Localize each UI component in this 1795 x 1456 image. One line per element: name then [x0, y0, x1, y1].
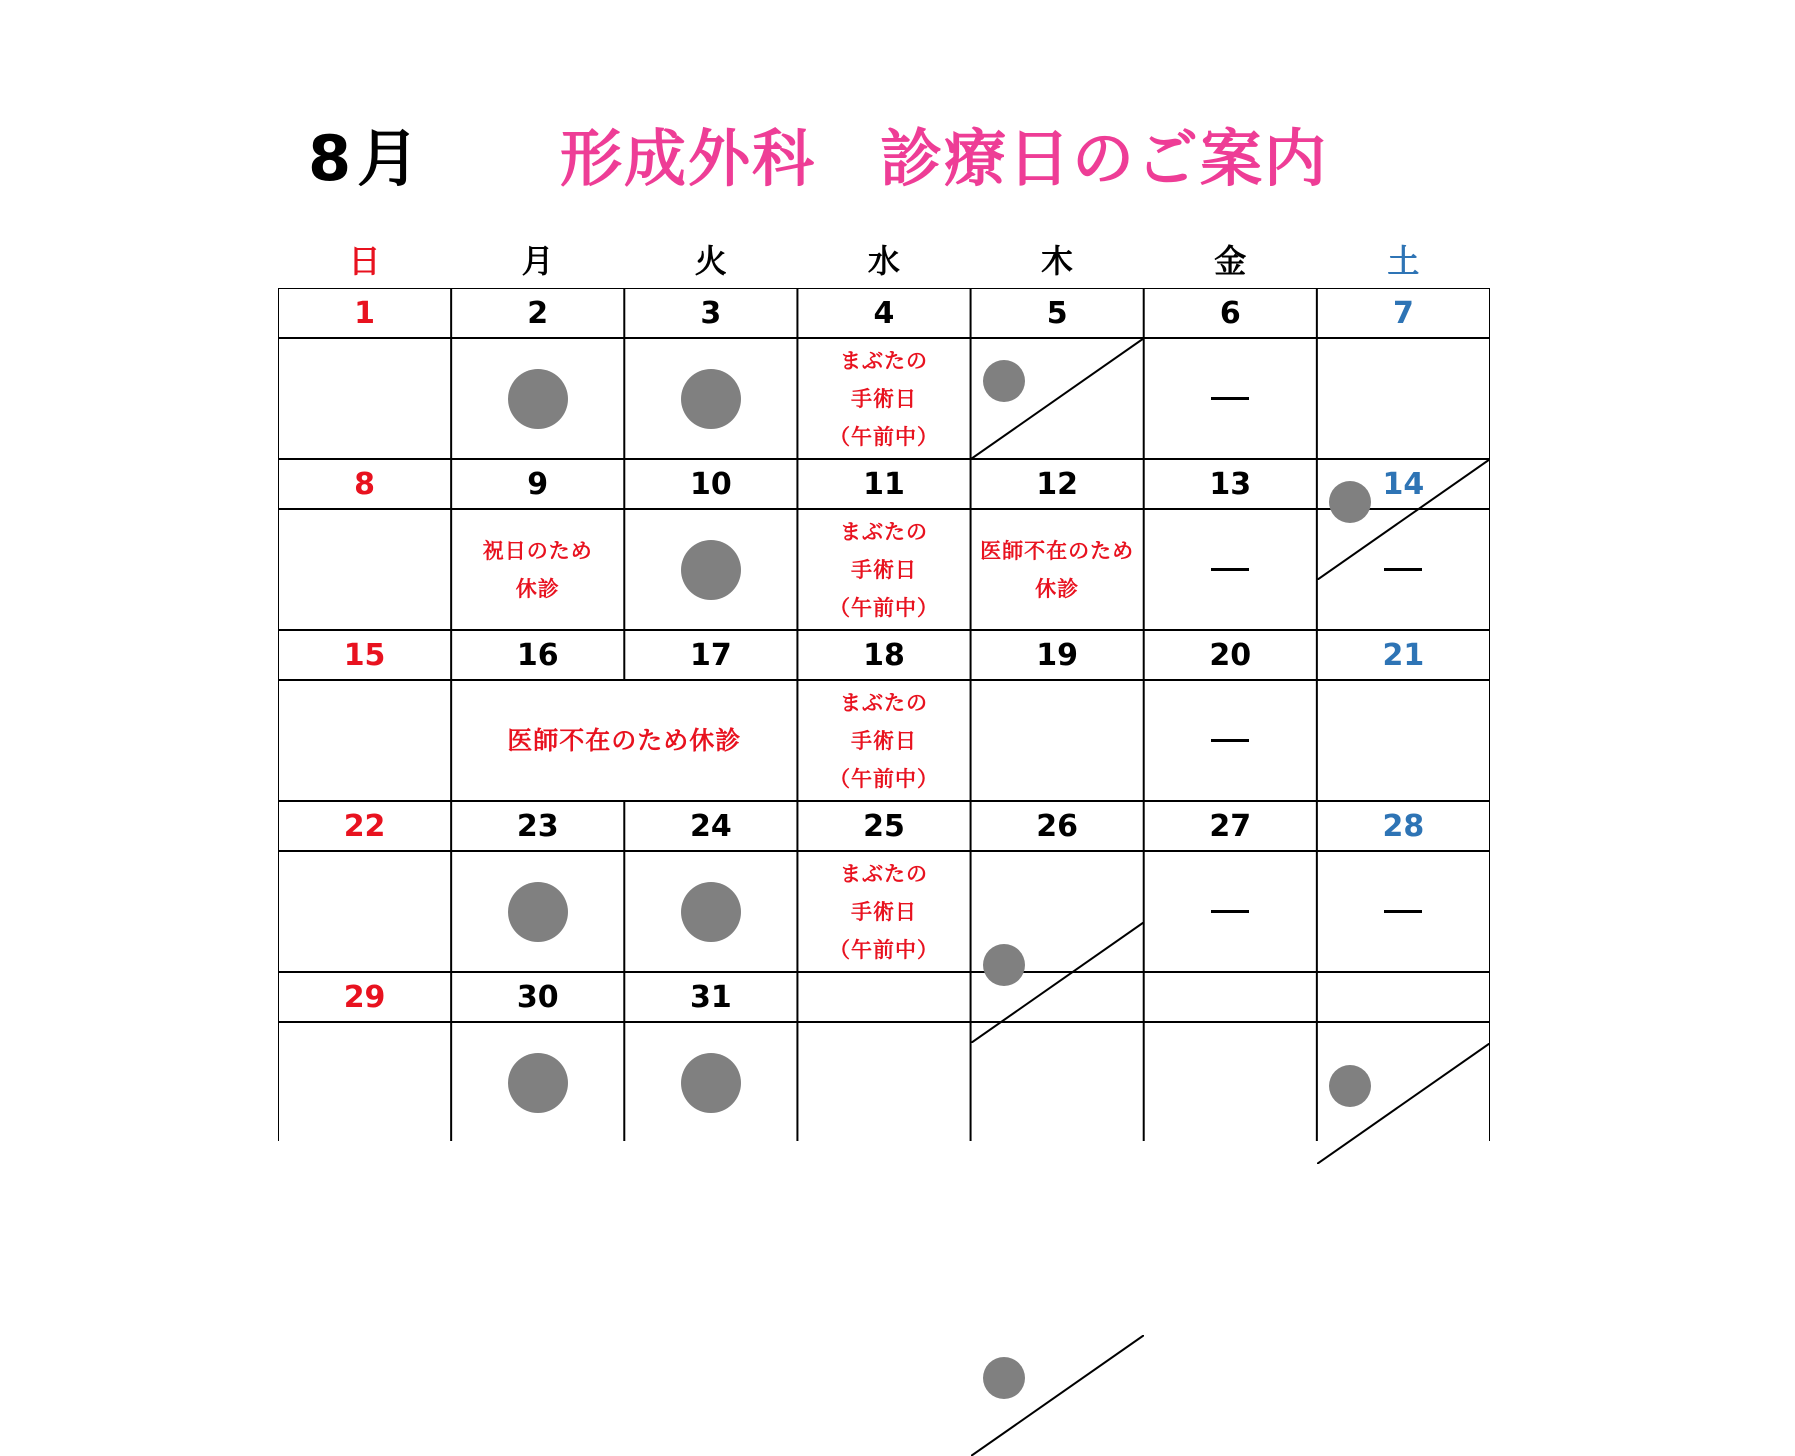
- closed-day-cell: [1317, 851, 1490, 972]
- empty-cell: [278, 509, 451, 630]
- day-number: 3: [700, 295, 722, 331]
- note-line: （午前中）: [828, 766, 939, 791]
- day-number: 2: [527, 295, 549, 331]
- note-line: 休診: [515, 576, 560, 601]
- day-number: 26: [1036, 808, 1078, 844]
- day-number: 5: [1046, 295, 1068, 331]
- closed-day-cell: [1317, 509, 1490, 630]
- half-day-cell: [971, 338, 1144, 459]
- day-number: 8: [354, 466, 375, 502]
- weekday-monday: 月: [521, 242, 554, 280]
- day-number: 23: [516, 808, 559, 844]
- closed-dash-icon: [1384, 910, 1422, 913]
- note-line: 手術日: [850, 386, 917, 411]
- note-line: 手術日: [850, 557, 917, 582]
- clinic-note: [829, 855, 939, 969]
- page-title: 形成外科 診療日のご案内: [560, 122, 1329, 195]
- day-number: 19: [1036, 637, 1078, 673]
- day-number: 21: [1382, 637, 1425, 673]
- note-line: まぶたの: [839, 519, 928, 544]
- note-line: （午前中）: [828, 424, 939, 449]
- day-number: 30: [516, 979, 559, 1015]
- absence-cell: [971, 509, 1144, 630]
- closed-day-cell: [1144, 338, 1317, 459]
- day-number: 14: [1382, 466, 1425, 502]
- day-number: 13: [1209, 466, 1252, 502]
- empty-cell: [1144, 1022, 1317, 1143]
- clinic-day-cell: [624, 338, 797, 459]
- day-number: 24: [689, 808, 732, 844]
- month-title: 8月: [308, 122, 426, 195]
- note-line: 休診: [1035, 576, 1080, 601]
- day-number: 6: [1219, 295, 1241, 331]
- empty-cell: [971, 1022, 1144, 1143]
- day-number: 1: [354, 295, 375, 331]
- weekday-header: [278, 238, 1490, 284]
- eyelid-surgery-cell: [797, 509, 970, 630]
- empty-cell: [797, 1022, 970, 1143]
- holiday-cell: [451, 509, 624, 630]
- empty-cell: [1317, 1022, 1490, 1143]
- weekday-saturday: 土: [1387, 242, 1420, 280]
- day-number: [1144, 972, 1317, 1022]
- open-day-circle-icon: [681, 540, 741, 600]
- half-day-cell: [971, 1335, 1144, 1456]
- closed-dash-icon: [1211, 397, 1249, 400]
- closed-day-cell: [1144, 680, 1317, 801]
- day-number: 11: [863, 466, 905, 502]
- absence-note: 医師不在のため休診: [507, 725, 742, 755]
- clinic-note: [980, 532, 1134, 608]
- weekday-sunday: 日: [348, 242, 381, 280]
- note-line: 手術日: [850, 899, 917, 924]
- weekday-wednesday: 水: [867, 242, 900, 280]
- open-day-circle-icon: [508, 369, 568, 429]
- closed-day-cell: [1144, 509, 1317, 630]
- day-number: 20: [1209, 637, 1252, 673]
- clinic-day-cell: [451, 1022, 624, 1143]
- weekday-tuesday: 火: [694, 242, 727, 280]
- day-number: 10: [689, 466, 732, 502]
- note-line: 祝日のため: [482, 538, 593, 563]
- clinic-day-cell: [624, 1022, 797, 1143]
- open-day-circle-icon: [681, 1053, 741, 1113]
- empty-cell: [278, 338, 451, 459]
- day-number: 31: [689, 979, 732, 1015]
- open-day-circle-icon: [681, 882, 741, 942]
- eyelid-surgery-cell: [797, 680, 970, 801]
- weekday-friday: 金: [1214, 242, 1247, 280]
- closed-dash-icon: [1211, 910, 1249, 913]
- clinic-note: [829, 342, 939, 456]
- open-day-circle-icon: [681, 369, 741, 429]
- day-number: [797, 972, 970, 1022]
- clinic-note: [483, 532, 593, 608]
- note-line: 医師不在のため: [980, 538, 1135, 563]
- open-day-circle-icon: [508, 882, 568, 942]
- eyelid-surgery-cell: [797, 338, 970, 459]
- clinic-day-cell: [624, 851, 797, 972]
- day-number: 27: [1209, 808, 1252, 844]
- day-number: 12: [1036, 466, 1078, 502]
- note-line: 手術日: [850, 728, 917, 753]
- day-number: 7: [1392, 295, 1414, 331]
- clinic-day-cell: [451, 851, 624, 972]
- day-number: [971, 972, 1144, 1022]
- day-number: 9: [527, 466, 549, 502]
- empty-cell: [278, 680, 451, 801]
- day-number: 16: [516, 637, 559, 673]
- empty-cell: [278, 1022, 451, 1143]
- day-number: 28: [1382, 808, 1425, 844]
- day-number: 22: [343, 808, 386, 844]
- note-line: まぶたの: [839, 690, 928, 715]
- closed-dash-icon: [1384, 568, 1422, 571]
- note-line: まぶたの: [839, 861, 928, 886]
- empty-cell: [278, 851, 451, 972]
- closed-day-cell: [1144, 851, 1317, 972]
- day-number: [1317, 972, 1490, 1022]
- day-number: 15: [343, 637, 386, 673]
- note-line: （午前中）: [828, 937, 939, 962]
- day-number: 29: [343, 979, 386, 1015]
- closed-dash-icon: [1211, 568, 1249, 571]
- day-number: 4: [873, 295, 895, 331]
- eyelid-surgery-cell: [797, 851, 970, 972]
- closed-dash-icon: [1211, 739, 1249, 742]
- note-line: まぶたの: [839, 348, 928, 373]
- absence-span-cell: [451, 680, 797, 801]
- clinic-day-cell: [451, 338, 624, 459]
- clinic-note: [829, 513, 939, 627]
- day-number: 17: [689, 637, 732, 673]
- day-number: 25: [863, 808, 905, 844]
- note-line: （午前中）: [828, 595, 939, 620]
- morning-only-circle-icon: [983, 360, 1025, 402]
- clinic-note: [829, 684, 939, 798]
- open-day-circle-icon: [508, 1053, 568, 1113]
- morning-only-circle-icon: [983, 1357, 1025, 1399]
- day-number: 18: [863, 637, 905, 673]
- calendar-grid: [278, 288, 1490, 1141]
- clinic-day-cell: [624, 509, 797, 630]
- weekday-thursday: 木: [1041, 242, 1074, 280]
